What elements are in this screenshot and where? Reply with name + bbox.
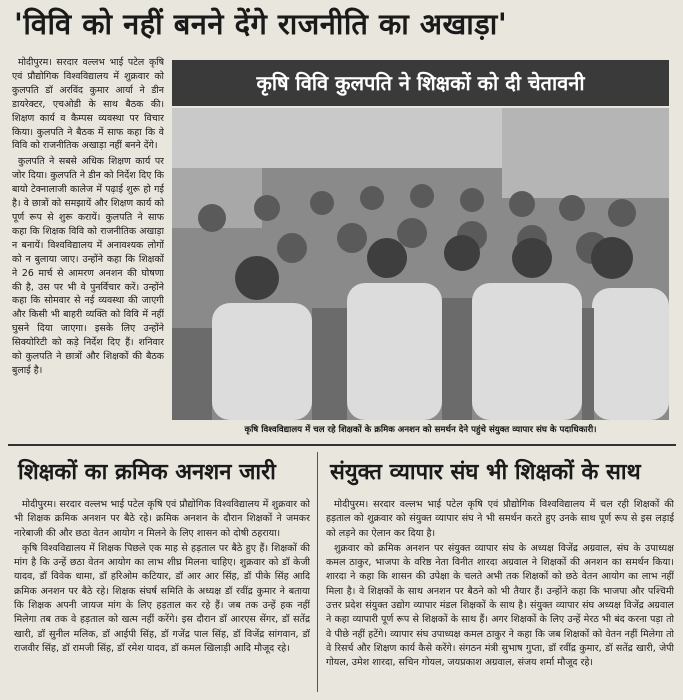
headline: 'विवि को नहीं बनने देंगे राजनीति का अखाड़ा' (14, 7, 508, 41)
article-paragraph: मोदीपुरम। सरदार वल्लभ भाई पटेल कृषि एवं प्रौद्योगिक विश्वविद्यालय में शुक्रवार को कुलपति डॉ अरविंद कुमार आर्या ने डीन डायरेक्टर, एचओडी के साथ बैठक की। शिक्षण कार्य व कैम्पस व्यवस्था पर विचार किया। कुलपति ने बैठक में साफ कहा कि वे विवि को राजनीतिक अखाड़ा नहीं बनने देंगे। (12, 57, 164, 152)
column-divider (317, 452, 318, 692)
article-paragraph: कृषि विश्वविद्यालय में शिक्षक पिछले एक माह से हड़ताल पर बैठे हुए हैं। शिक्षकों की मांग है कि उन्हें छठा वेतन आयोग का लाभ शीघ्र मिलना चाहिए। शुक्रवार को डॉ केजी यादव, डॉ विवेक धामा, डॉ हरिओम कटियार, डॉ आर आर सिंह, डॉ पीके सिंह आदि क्रमिक अनशन पर बैठे रहे। शिक्षक संघर्ष समिति के अध्यक्ष डॉ रवींद्र कुमार ने बताया कि शिक्षक अपनी जायज मांग के लिए हड़ताल कर रहे हैं। जब तक उन्हें हक नहीं मिलेगा तब तक वे हड़ताल को खत्म नहीं करेंगे। इस दौरान डॉ आरएस सेंगर, डॉ सतेंद्र खारी, डॉ सुनील मलिक, डॉ आईपी सिंह, डॉ गजेंद्र पाल सिंह, डॉ विजेंद्र सांगवान, डॉ राजवीर सिंह, डॉ रामजी सिंह, डॉ रमेश यादव, डॉ कमल खिलाड़ी आदि मौजूद रहे। (14, 542, 310, 654)
subheadline: कृषि विवि कुलपति ने शिक्षकों को दी चेतावनी (172, 60, 669, 106)
article-paragraph: मोदीपुरम। सरदार वल्लभ भाई पटेल कृषि एवं प्रौद्योगिक विश्वविद्यालय में चल रही शिक्षकों की हड़ताल को शुक्रवार को संयुक्त व्यापार संघ ने भी समर्थन करते हुए उनके साथ पूर्ण रूप से इस लड़ाई को लड़ने का ऐलान कर दिया है। (326, 499, 674, 539)
left-section-body (14, 498, 310, 696)
right-section-body (326, 498, 674, 696)
article-paragraph: मोदीपुरम। सरदार वल्लभ भाई पटेल कृषि एवं प्रौद्योगिक विश्वविद्यालय में शुक्रवार को भी शिक्षक क्रमिक अनशन पर बैठे रहे। क्रमिक अनशन के दौरान शिक्षकों ने जमकर नारेबाजी की और छठा वेतन आयोग न मिलने के लिए शासन को दोषी ठहराया। (14, 499, 310, 539)
left-section-title: शिक्षकों का क्रमिक अनशन जारी (18, 460, 276, 485)
left-column-article (12, 56, 164, 439)
news-photo (172, 108, 669, 420)
article-paragraph: शुक्रवार को क्रमिक अनशन पर संयुक्त व्यापार संघ के अध्यक्ष विजेंद्र अग्रवाल, संघ के उपाध्यक्ष कमल ठाकुर, भाजपा के वरिष्ठ नेता विनीत शारदा अग्रवाल ने शिक्षकों की अनशन का समर्थन किया। शारदा ने कहा कि शासन की उपेक्षा के चलते अभी तक शिक्षकों को छठे वेतन आयोग का लाभ नहीं मिला है। वे शिक्षकों के साथ अनशन पर बैठने को भी तैयार हैं। उन्होंने कहा कि भाजपा और पश्चिमी उत्तर प्रदेश संयुक्त उद्योग व्यापार मंडल शिक्षकों के साथ है। संयुक्त व्यापार संघ अध्यक्ष विजेंद्र अग्रवाल ने कहा व्यापारी पूर्ण रूप से शिक्षकों के साथ हैं। अगर शिक्षकों के लिए उन्हें मेरठ भी बंद करना पड़ा तो वे पीछे नहीं हटेंगे। व्यापार संघ उपाध्यक्ष कमल ठाकुर ने कहा कि जब शिक्षकों को वेतन नहीं मिलेगा तो वे रिसर्च और शिक्षण कार्य कैसे करेंगे। संगठन मंत्री सुभाष गुप्ता, डॉ रवींद्र कुमार, डॉ सतेंद्र खारी, जेपी गोयल, उमेश शारदा, सचिन गोयल, जयप्रकाश अग्रवाल, संजय शर्मा मौजूद रहे। (326, 542, 674, 669)
article-paragraph: कुलपति ने सबसे अधिक शिक्षण कार्य पर जोर दिया। कुलपति ने डीन को निर्देश दिए कि बायो टेक्नालाजी कालेज में पढ़ाई शुरू हो गई है। वे छात्रों को समझायें और शिक्षण कार्य को पूर्ण रूप से शुरू करायें। कुलपति ने साफ कहा कि शिक्षक विवि को राजनीतिक अखाड़ा न बनायें। विश्वविद्यालय में अनावश्यक लोगों को न बुलाया जाए। उन्होंने कहा कि शिक्षकों ने 26 मार्च से आमरण अनशन की घोषणा की है, उस पर भी वे पुनर्विचार करें। उन्होंने कहा कि सोमवार से नई व्यवस्था की जाएगी और किसी भी बाहरी व्यक्ति को विवि में नहीं घुसने दिया जाएगा। इसके लिए उन्होंने सिक्योरिटी को कड़े निर्देश दिए हैं। शनिवार को कुलपति ने छात्रों और शिक्षकों की बैठक बुलाई है। (12, 156, 164, 376)
photo-caption: कृषि विश्वविद्यालय में चल रहे शिक्षकों के क्रमिक अनशन को समर्थन देने पहुंचे संयुक्त व्यापार संघ के पदाधिकारी। (244, 425, 597, 435)
right-section-title: संयुक्त व्यापार संघ भी शिक्षकों के साथ (330, 460, 641, 485)
crowd-photo-illustration (172, 108, 669, 420)
horizontal-divider (8, 444, 676, 446)
